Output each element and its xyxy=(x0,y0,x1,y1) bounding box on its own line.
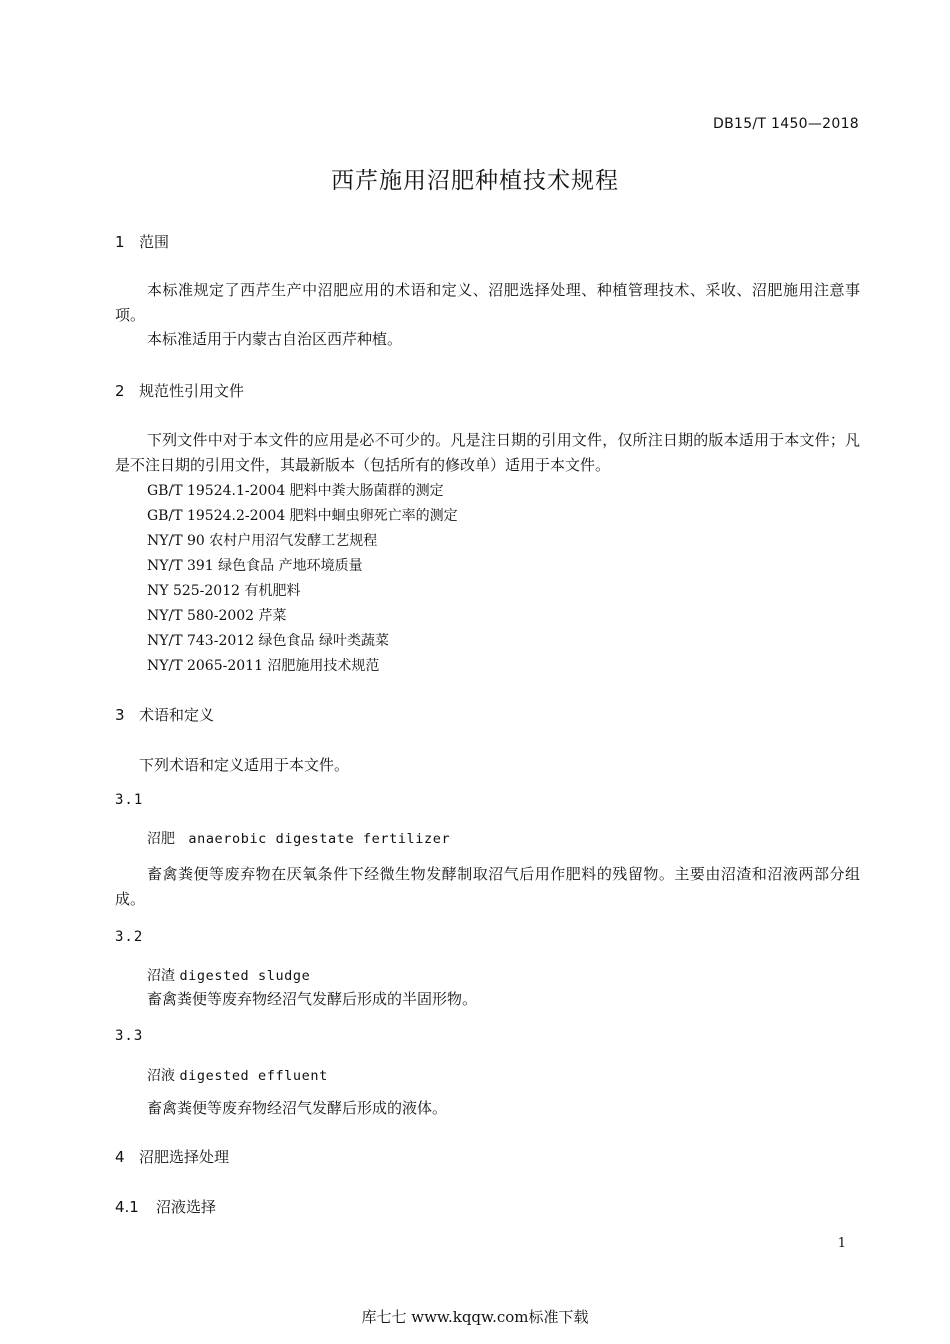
term-entry xyxy=(147,965,310,985)
section-number: 3 xyxy=(115,706,125,724)
term-entry xyxy=(147,828,450,848)
paragraph: 下列术语和定义适用于本文件。 xyxy=(139,756,350,774)
section-title: 沼肥选择处理 xyxy=(139,1148,230,1166)
page-number: 1 xyxy=(837,1236,846,1251)
subsection-number: 4.1 xyxy=(115,1198,139,1216)
section-title: 规范性引用文件 xyxy=(139,382,245,400)
term-en: digested sludge xyxy=(179,968,311,984)
reference-item: NY/T 580-2002 芹菜 xyxy=(147,608,287,624)
section-heading-4 xyxy=(115,1146,229,1167)
section-title: 术语和定义 xyxy=(139,706,215,724)
term-number: 3.1 xyxy=(115,792,144,808)
term-en: digested effluent xyxy=(179,1068,328,1084)
reference-item: NY/T 2065-2011 沼肥施用技术规范 xyxy=(147,658,380,674)
reference-item: GB/T 19524.1-2004 肥料中粪大肠菌群的测定 xyxy=(147,483,444,499)
section-heading-3 xyxy=(115,704,214,725)
term-zh: 沼肥 xyxy=(147,831,175,847)
document-number: DB15/T 1450—2018 xyxy=(713,116,859,132)
section-number: 2 xyxy=(115,382,125,400)
term-number: 3.3 xyxy=(115,1028,144,1044)
section-number: 1 xyxy=(115,233,125,251)
reference-item: NY/T 743-2012 绿色食品 绿叶类蔬菜 xyxy=(147,633,389,649)
page-title: 西芹施用沼肥种植技术规程 xyxy=(331,168,619,194)
reference-item: NY 525-2012 有机肥料 xyxy=(147,583,301,599)
section-number: 4 xyxy=(115,1148,125,1166)
footer-watermark: 库七七 www.kqqw.com标准下载 xyxy=(361,1308,589,1326)
section-title: 范围 xyxy=(139,233,170,251)
term-zh: 沼渣 xyxy=(147,968,175,984)
paragraph: 下列文件中对于本文件的应用是必不可少的。凡是注日期的引用文件，仅所注日期的版本适用于本文件；凡是不注日期的引用文件，其最新版本（包括所有的修改单）适用于本文件。 xyxy=(115,431,860,474)
term-number: 3.2 xyxy=(115,929,144,945)
term-definition: 畜禽粪便等废弃物在厌氧条件下经微生物发酵制取沼气后用作肥料的残留物。主要由沼渣和沼液两部分组成。 xyxy=(115,865,860,908)
term-definition: 畜禽粪便等废弃物经沼气发酵后形成的半固形物。 xyxy=(147,990,478,1008)
section-heading-2 xyxy=(115,380,244,401)
reference-item: GB/T 19524.2-2004 肥料中蛔虫卵死亡率的测定 xyxy=(147,508,458,524)
reference-item: NY/T 90 农村户用沼气发酵工艺规程 xyxy=(147,533,378,549)
term-entry xyxy=(147,1065,328,1085)
term-en: anaerobic digestate fertilizer xyxy=(188,831,451,847)
term-zh: 沼液 xyxy=(147,1068,175,1084)
paragraph: 本标准规定了西芹生产中沼肥应用的术语和定义、沼肥选择处理、种植管理技术、采收、沼肥施用注意事项。 xyxy=(115,281,860,324)
reference-item: NY/T 391 绿色食品 产地环境质量 xyxy=(147,558,363,574)
subsection-title: 沼液选择 xyxy=(156,1198,217,1216)
paragraph: 本标准适用于内蒙古自治区西芹种植。 xyxy=(147,330,403,348)
section-heading-1 xyxy=(115,231,169,252)
term-definition: 畜禽粪便等废弃物经沼气发酵后形成的液体。 xyxy=(147,1099,448,1117)
subsection-heading-4-1 xyxy=(115,1196,216,1217)
